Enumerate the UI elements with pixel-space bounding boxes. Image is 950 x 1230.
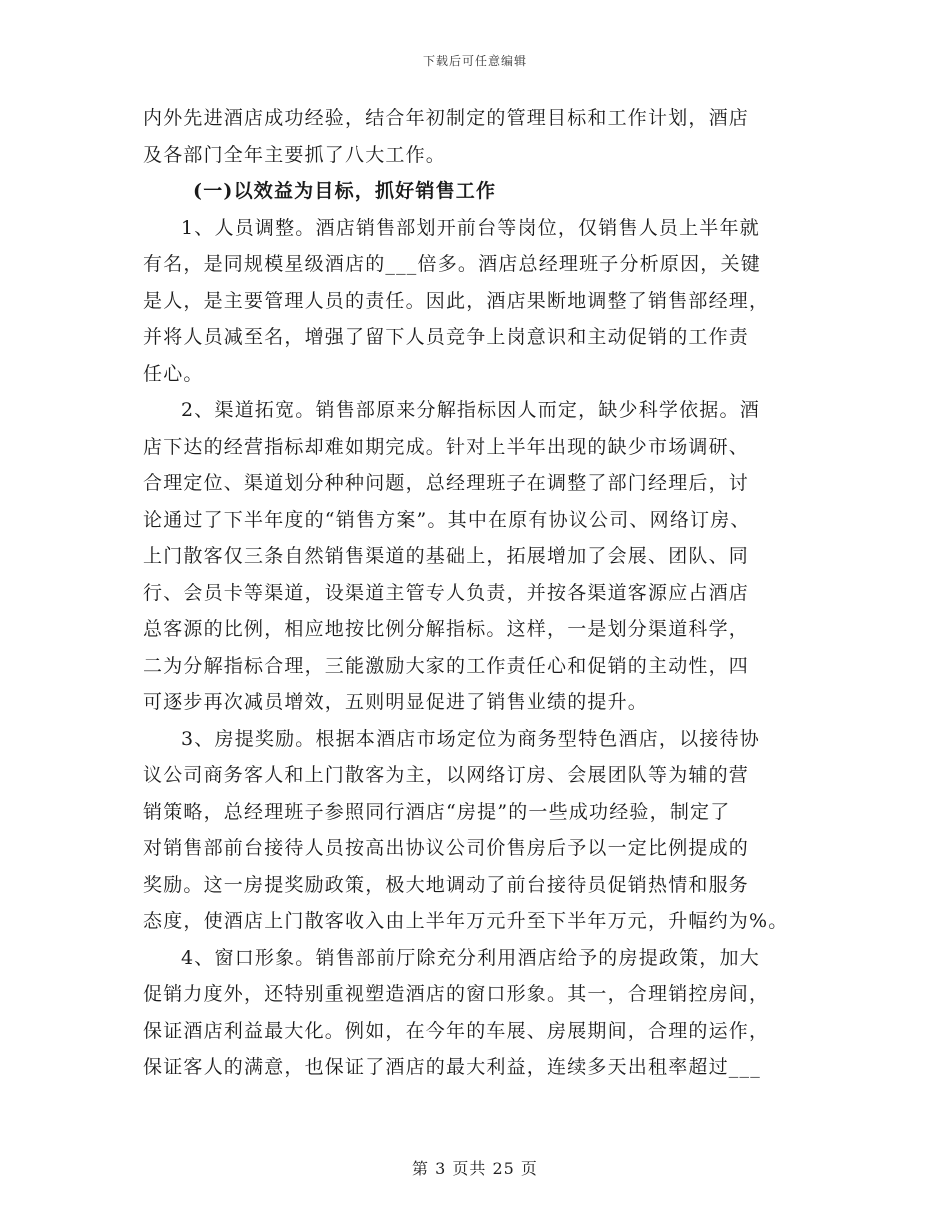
page-header: 下载后可任意编辑 (422, 54, 527, 68)
text-line: 店下达的经营指标却难如期完成。针对上半年出现的缺少市场调研、 (143, 435, 750, 458)
text-line: 态度，使酒店上门散客收入由上半年万元升至下半年万元，升幅约为%。 (143, 910, 789, 932)
text-line: 4、窗口形象。销售部前厅除充分利用酒店给予的房提政策，加大 (181, 946, 760, 969)
text-line: 保证酒店利益最大化。例如，在今年的车展、房展期间，合理的运作， (143, 1019, 770, 1042)
text-line: 2、渠道拓宽。销售部原来分解指标因人而定，缺少科学依据。酒 (181, 399, 760, 421)
section-heading: (一)以效益为目标，抓好销售工作 (193, 180, 497, 202)
document-body (143, 100, 823, 1086)
text-line: 内外先进酒店成功经验，结合年初制定的管理目标和工作计划，酒店 (143, 107, 750, 129)
text-line: 及各部门全年主要抓了八大工作。 (143, 143, 447, 166)
text-line: 任心。 (143, 362, 204, 385)
text-line: 对销售部前台接待人员按高出协议公司价售房后予以一定比例提成的 (143, 837, 750, 859)
text-line: 并将人员减至名，增强了留下人员竞争上岗意识和主动促销的工作责 (143, 326, 750, 348)
text-line: 议公司商务客人和上门散客为主，以网络订房、会展团队等为辅的营 (143, 764, 750, 786)
text-line: 促销力度外，还特别重视塑造酒店的窗口形象。其一，合理销控房间， (143, 983, 770, 1005)
page-footer: 第 3 页共 25 页 (412, 1159, 538, 1178)
text-line: 上门散客仅三条自然销售渠道的基础上，拓展增加了会展、团队、同 (143, 545, 750, 567)
text-line: 销策略，总经理班子参照同行酒店“房提”的一些成功经验，制定了 (143, 800, 731, 823)
text-line: 总客源的比例，相应地按比例分解指标。这样，一是划分渠道科学， (143, 618, 750, 640)
text-line: 奖励。这一房提奖励政策，极大地调动了前台接待员促销热情和服务 (143, 873, 750, 896)
text-line: 有名，是同规模星级酒店的___倍多。酒店总经理班子分析原因，关键 (143, 253, 761, 275)
text-line: 合理定位、渠道划分种种问题，总经理班子在调整了部门经理后，讨 (143, 472, 750, 494)
text-line: 是人，是主要管理人员的责任。因此，酒店果断地调整了销售部经理， (143, 289, 770, 312)
text-line: 论通过了下半年度的“销售方案”。其中在原有协议公司、网络订房、 (143, 508, 751, 531)
text-line: 保证客人的满意，也保证了酒店的最大利益，连续多天出租率超过___ (143, 1056, 761, 1078)
text-line: 1、人员调整。酒店销售部划开前台等岗位，仅销售人员上半年就 (181, 216, 760, 239)
text-line: 行、会员卡等渠道，设渠道主管专人负责，并按各渠道客源应占酒店 (143, 581, 750, 604)
text-line: 可逐步再次减员增效，五则明显促进了销售业绩的提升。 (143, 691, 649, 713)
text-line: 二为分解指标合理，三能激励大家的工作责任心和促销的主动性，四 (143, 654, 750, 677)
text-line: 3、房提奖励。根据本酒店市场定位为商务型特色酒店，以接待协 (181, 727, 760, 750)
